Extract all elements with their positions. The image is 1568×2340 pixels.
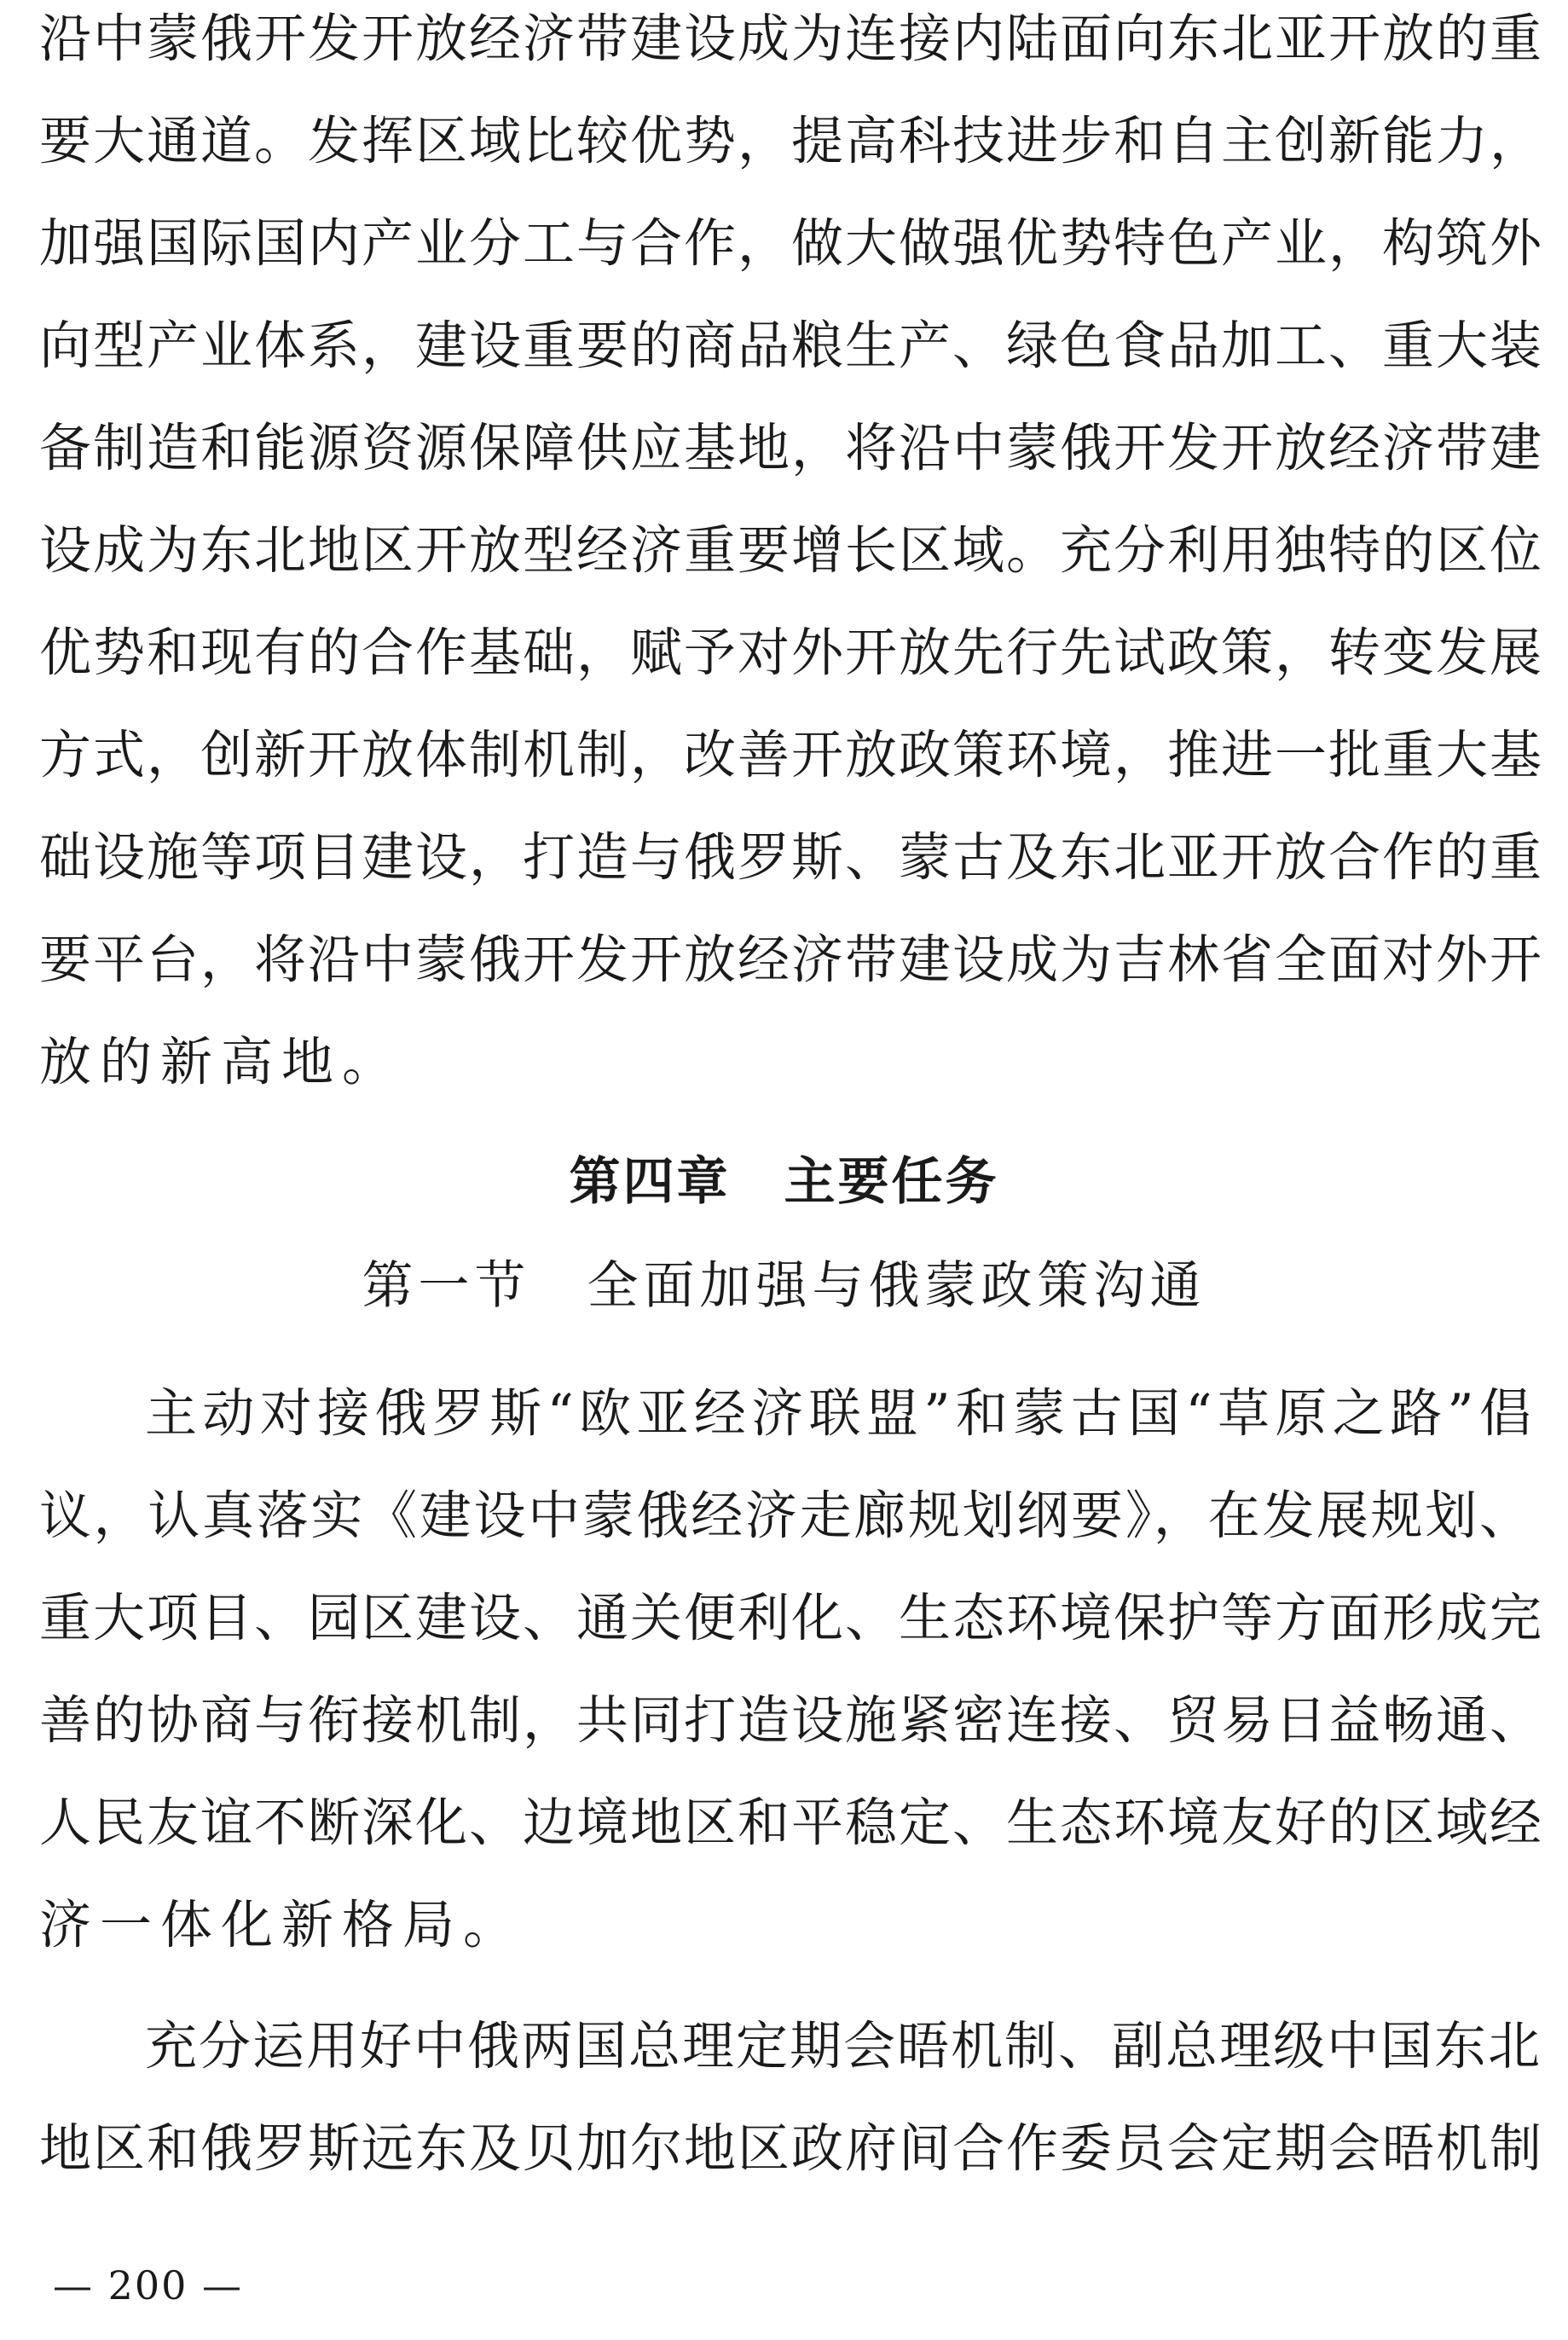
paragraph-1-line: 沿中蒙俄开发开放经济带建设成为连接内陆面向东北亚开放的重 (39, 9, 1544, 69)
paragraph-1-line: 础设施等项目建设，打造与俄罗斯、蒙古及东北亚开放合作的重 (39, 827, 1544, 888)
page-number: — 200 — (53, 2262, 244, 2308)
paragraph-1-line: 要大通道。发挥区域比较优势，提高科技进步和自主创新能力， (39, 111, 1544, 171)
paragraph-2-line: 议，认真落实《建设中蒙俄经济走廊规划纲要》，在发展规划、 (39, 1486, 1533, 1546)
paragraph-1-line: 优势和现有的合作基础，赋予对外开放先行先试政策，转变发展 (39, 623, 1544, 683)
chapter-title: 第四章 主要任务 (569, 1152, 999, 1212)
paragraph-2-line: 重大项目、园区建设、通关便利化、生态环境保护等方面形成完 (39, 1588, 1544, 1648)
paragraph-1-line: 要平台，将沿中蒙俄开发开放经济带建设成为吉林省全面对外开 (39, 930, 1544, 990)
paragraph-2-line: 主动对接俄罗斯“欧亚经济联盟”和蒙古国“草原之路”倡 (145, 1383, 1533, 1444)
paragraph-1-line: 向型产业体系，建设重要的商品粮生产、绿色食品加工、重大装 (39, 316, 1544, 376)
paragraph-3-line: 地区和俄罗斯远东及贝加尔地区政府间合作委员会定期会晤机制 (39, 2118, 1544, 2179)
paragraph-1-line: 加强国际国内产业分工与合作，做大做强优势特色产业，构筑外 (39, 213, 1544, 274)
paragraph-1-line: 设成为东北地区开放型经济重要增长区域。充分利用独特的区位 (39, 520, 1544, 581)
section-title: 第一节 全面加强与俄蒙政策沟通 (362, 1256, 1206, 1316)
paragraph-1-line: 备制造和能源资源保障供应基地，将沿中蒙俄开发开放经济带建 (39, 418, 1544, 478)
paragraph-2-line: 济一体化新格局。 (39, 1895, 524, 1955)
paragraph-3-line: 充分运用好中俄两国总理定期会晤机制、副总理级中国东北 (145, 2016, 1542, 2076)
paragraph-1-line: 放的新高地。 (39, 1032, 403, 1092)
paragraph-2-line: 善的协商与衔接机制，共同打造设施紧密连接、贸易日益畅通、 (39, 1690, 1544, 1751)
paragraph-2-line: 人民友谊不断深化、边境地区和平稳定、生态环境友好的区域经 (39, 1793, 1544, 1853)
paragraph-1-line: 方式，创新开放体制机制，改善开放政策环境，推进一批重大基 (39, 725, 1544, 785)
